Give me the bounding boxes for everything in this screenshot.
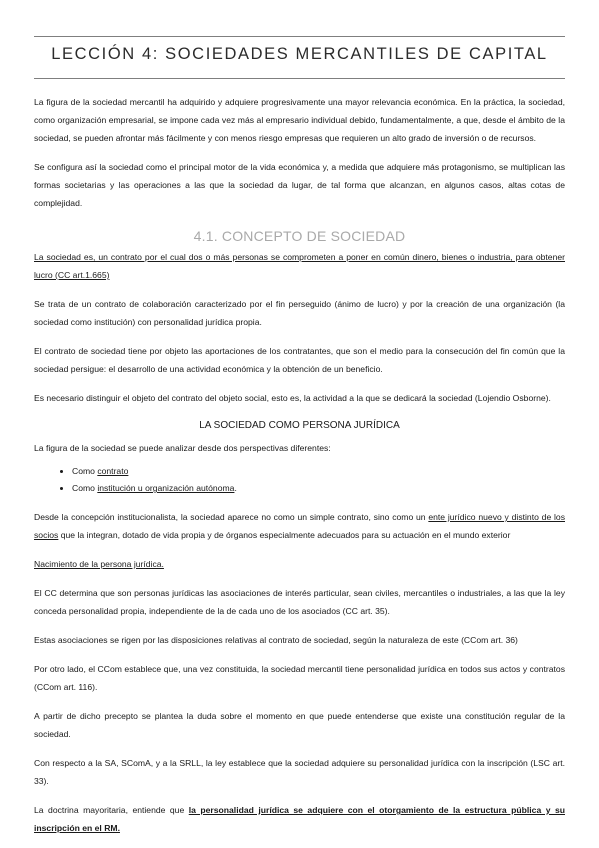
lesson-title: LECCIÓN 4: SOCIEDADES MERCANTILES DE CAPITAL (51, 45, 548, 63)
institucionalista-paragraph (34, 508, 565, 544)
asociaciones-paragraph: Estas asociaciones se rigen por las disposiciones relativas al contrato de sociedad, según la naturaleza de este (CCom art. 36) (34, 635, 518, 645)
header-rule-bottom (34, 78, 565, 79)
list-item-prefix: Como (72, 466, 98, 476)
institucionalista-text-a: Desde la concepción institucionalista, la sociedad aparece no como un simple contrato, sino como un (34, 512, 429, 522)
definition-text: La sociedad es, un contrato por el cual dos o más personas se comprometen a poner en común dinero, bienes o industria, para obtener lucro (CC art.1.665) (34, 252, 565, 280)
intro-paragraph-2: Se configura así la sociedad como el principal motor de la vida económica y, a medida que adquiere más protagonismo, se multiplican las formas societarias y las operaciones a las que la sociedad da lugar, de tal forma que alcanzan, en algunos casos, altas cotas de complejidad. (34, 162, 565, 208)
institucionalista-text-b: que la integran, dotado de vida propia y de órganos especialmente adecuados para su actuación en el mundo exterior (58, 530, 511, 540)
institucion-link[interactable]: institución u organización autónoma (97, 483, 235, 493)
ccom-paragraph: Por otro lado, el CCom establece que, una vez constituida, la sociedad mercantil tiene personalidad jurídica en todos sus actos y contratos (CCom art. 116). (34, 664, 565, 692)
respecto-paragraph: Con respecto a la SA, SComA, y a la SRLL, la ley establece que la sociedad adquiere su personalidad jurídica con la inscripción (LSC art. 33). (34, 758, 565, 786)
perspectivas-list (34, 463, 565, 497)
doctrina-text-a: La doctrina mayoritaria, entiende que (34, 805, 189, 815)
list-item-suffix: . (234, 483, 237, 493)
perspectivas-paragraph: La figura de la sociedad se puede analizar desde dos perspectivas diferentes: (34, 443, 331, 453)
doctrina-paragraph (34, 801, 565, 837)
objeto-paragraph: El contrato de sociedad tiene por objeto las aportaciones de los contratantes, que son el medio para la consecución del fin común que la sociedad persigue: el desarrollo de una actividad económica y la obtención de un beneficio. (34, 346, 565, 374)
section-heading: 4.1. CONCEPTO DE SOCIEDAD (193, 228, 406, 244)
nacimiento-heading-paragraph (34, 555, 565, 573)
doctrina-underlined-text: la personalidad jurídica se adquiere con el otorgamiento de la estructura pública y su inscripción en el RM. (34, 805, 565, 833)
cc-paragraph: El CC determina que son personas jurídicas las asociaciones de interés particular, sean civiles, mercantiles o industriales, a las que la ley conceda personalidad propia, independiente de la de cada uno de los asociados (CC art. 35). (34, 588, 565, 616)
header-rule-top (34, 36, 565, 37)
list-item-prefix: Como (72, 483, 98, 493)
ente-juridico-text: ente jurídico nuevo y distinto de los socios (34, 512, 565, 540)
intro-paragraph-1: La figura de la sociedad mercantil ha adquirido y adquiere progresivamente una mayor relevancia económica. En la práctica, la sociedad, como organización empresarial, se impone cada vez más al empresario individual debido, fundamentalmente, a que, desde el ámbito de la sociedad, se pueden afrontar más fácilmente y con menos riesgo empresas que requieren un alto grado de inversión o de recursos. (34, 97, 565, 143)
document-body (34, 93, 565, 837)
list-item (72, 480, 565, 497)
contrato-paragraph: Se trata de un contrato de colaboración caracterizado por el fin perseguido (ánimo de lucro) y por la creación de una organización (la sociedad como institución) con personalidad jurídica propia. (34, 299, 565, 327)
distinguir-paragraph: Es necesario distinguir el objeto del contrato del objeto social, esto es, la actividad a la que se dedicará la sociedad (Lojendio Osborne). (34, 393, 551, 403)
nacimiento-heading: Nacimiento de la persona jurídica. (34, 559, 164, 569)
subsection-heading: LA SOCIEDAD COMO PERSONA JURÍDICA (199, 420, 400, 431)
definition-paragraph (34, 248, 565, 284)
list-item (72, 463, 565, 480)
partir-paragraph: A partir de dicho precepto se plantea la duda sobre el momento en que puede entenderse que existe una constitución regular de la sociedad. (34, 711, 565, 739)
contrato-link[interactable]: contrato (97, 466, 129, 476)
